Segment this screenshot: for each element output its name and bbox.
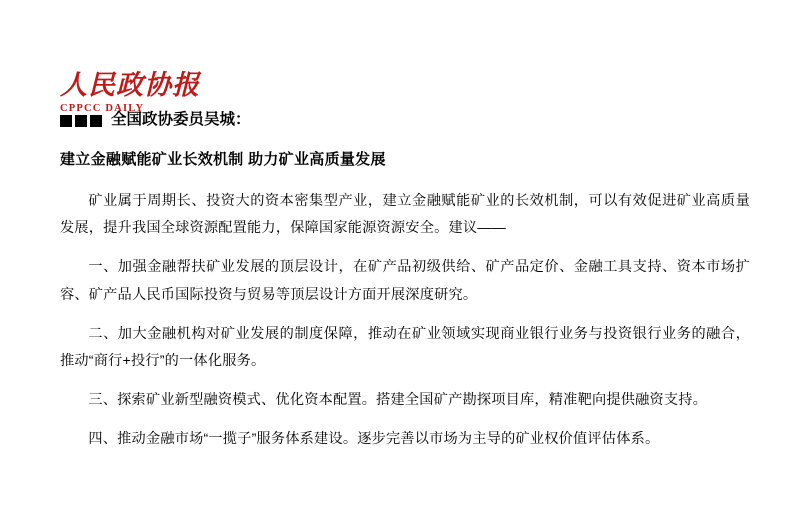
byline [60, 108, 750, 131]
article-body [60, 108, 750, 464]
byline-text: 全国政协委员吴城： [111, 111, 251, 128]
paragraph-2: 一、加强金融帮扶矿业发展的顶层设计，在矿产品初级供给、矿产品定价、金融工具支持、资本市场扩容、矿产品人民币国际投资与贸易等顶层设计方面开展深度研究。 [60, 259, 750, 303]
paragraph-4: 三、探索矿业新型融资模式、优化资本配置。搭建全国矿产勘探项目库，精准靶向提供融资支持。 [88, 391, 708, 408]
paragraph-3: 二、加大金融机构对矿业发展的制度保障，推动在矿业领域实现商业银行业务与投资银行业务的融合，推动“商行+投行”的一体化服务。 [60, 325, 750, 370]
masthead-english-title: CPPCC DAILY [60, 103, 145, 114]
paragraph-5: 四、推动金融市场“一揽子”服务体系建设。逐步完善以市场为主导的矿业权价值评估体系。 [88, 430, 660, 447]
masthead-chinese-title: 人民政协报 [60, 70, 200, 100]
bullet-squares-icon [60, 112, 105, 126]
paragraph-1: 矿业属于周期长、投资大的资本密集型产业，建立金融赋能矿业的长效机制，可以有效促进矿业高质量发展，提升我国全球资源配置能力，保障国家能源资源安全。建议—— [60, 192, 750, 237]
headline: 建立金融赋能矿业长效机制 助力矿业高质量发展 [60, 151, 386, 169]
